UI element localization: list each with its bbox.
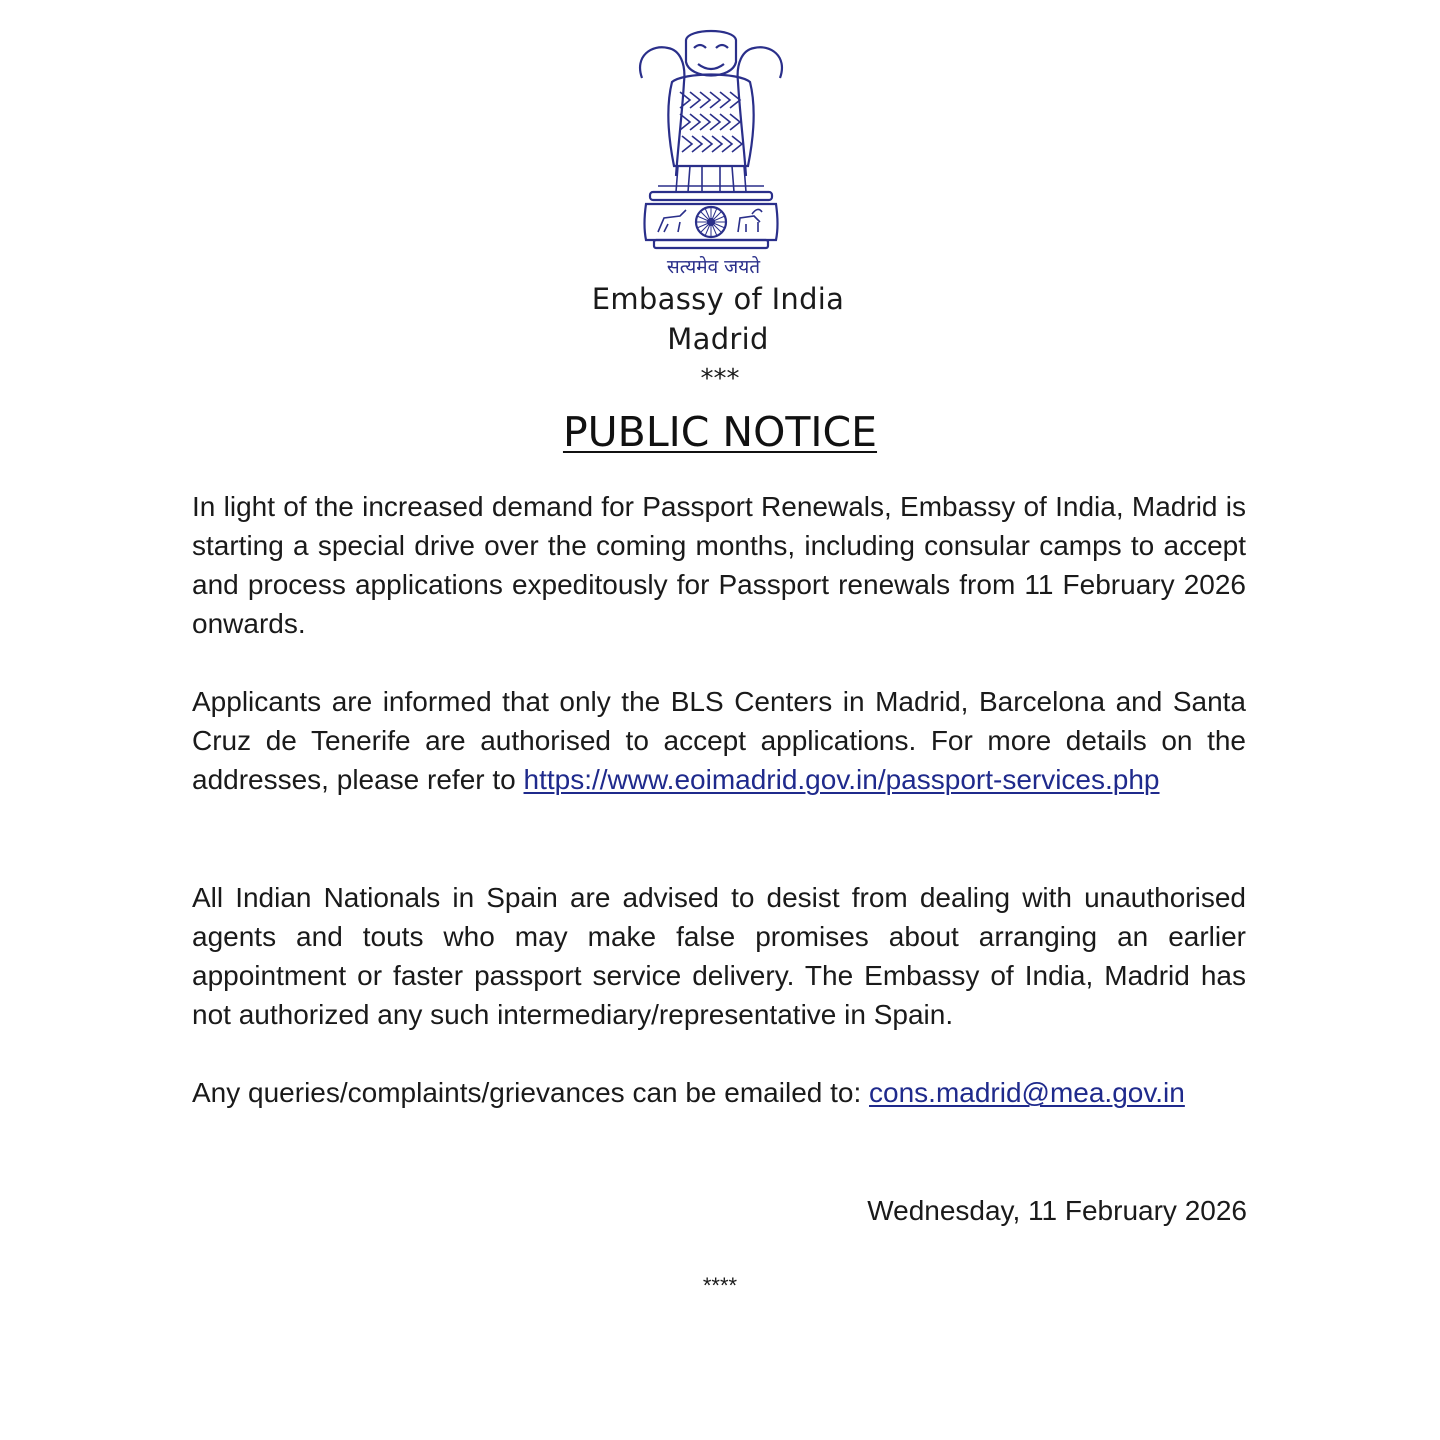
motto-text: सत्यमेव जयते: [666, 256, 761, 278]
paragraph-agents-warning: [192, 878, 1246, 1034]
paragraph-text: Applicants are informed that only the BLS Centers in Madrid, Barcelona and Santa Cruz de Tenerife are authorised to accept applications. For more details on the addresses, please refer to: [192, 686, 1246, 795]
contact-email-link[interactable]: cons.madrid@mea.gov.in: [869, 1077, 1185, 1108]
paragraph-text: In light of the increased demand for Passport Renewals, Embassy of India, Madrid is starting a special drive over the coming months, including consular camps to accept and process applications expeditously for Passport renewals from 11 February 2026 onwards.: [192, 491, 1246, 639]
national-emblem-icon: [628, 26, 794, 254]
paragraph-contact: [192, 1073, 1246, 1112]
organization-name: Embassy of India: [591, 282, 845, 316]
notice-title: PUBLIC NOTICE: [562, 408, 878, 456]
passport-services-link[interactable]: https://www.eoimadrid.gov.in/passport-services.php: [523, 764, 1160, 795]
paragraph-text: All Indian Nationals in Spain are advised to desist from dealing with unauthorised agents and touts who may make false promises about arranging an earlier appointment or faster passport service delivery. The Embassy of India, Madrid has not authorized any such intermediary/representative in Spain.: [192, 882, 1246, 1030]
footer-separator: ****: [702, 1273, 738, 1298]
paragraph-text: Any queries/complaints/grievances can be emailed to:: [192, 1077, 870, 1108]
organization-city: Madrid: [667, 322, 769, 356]
paragraph-passport-drive: [192, 487, 1246, 643]
notice-date: Wednesday, 11 February 2026: [867, 1195, 1247, 1226]
header-separator: ***: [700, 364, 740, 394]
paragraph-bls-centers: [192, 682, 1246, 799]
